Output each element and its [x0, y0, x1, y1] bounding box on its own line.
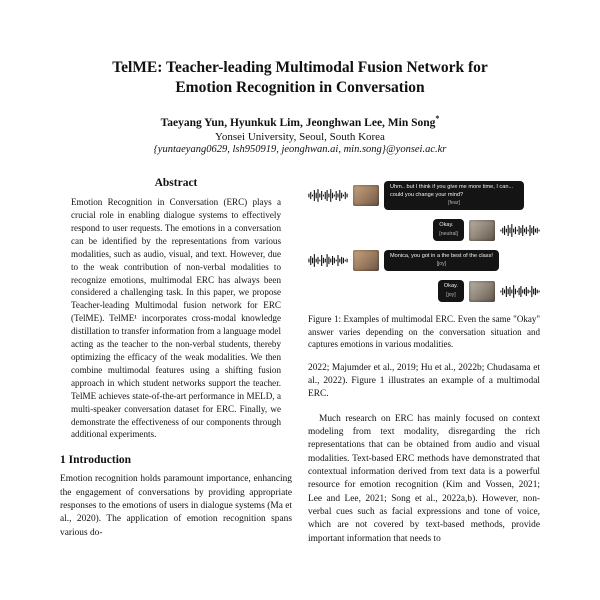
- dialogue-row-2: [308, 219, 540, 241]
- emotion-tag: [neutral]: [439, 230, 458, 237]
- abstract-text: Emotion Recognition in Conversation (ERC) plays a crucial role in enabling dialogue systems to effectively respond to user requests. The emotions in a conversation can be identified by the representations from various modalities, such as audio, visual, and text. However, due to the weak contribution of non-verbal modalities to recognize emotions, multimodal ERC has always been considered a challenging task. In this paper, we propose Teacher-leading Multimodal fusion network for ERC (TelME). TelME¹ incorporates cross-modal knowledge distillation to transfer information from a language model acting as the teacher to the non-verbal students, thereby optimizing the efficacy of the weak modalities. We then combine multimodal features using a shifting fusion approach in which student networks support the teacher. TelME achieves state-of-the-art performance in MELD, a multi-speaker conversation dataset for ERC. Finally, we demonstrate the effectiveness of our components through additional experiments.: [71, 197, 281, 440]
- two-column-body: [60, 177, 540, 546]
- utterance-bubble: [384, 250, 499, 272]
- introduction-paragraph: Emotion recognition holds paramount importance, enhancing the engagement of conversations by providing appropriate responses to the emotions of users in dialogue systems (Ma et al., 2020). The application of emotion recognition spans various do-: [60, 474, 292, 538]
- utterance-text: Okay.: [439, 222, 454, 229]
- emotion-tag: [joy]: [446, 291, 456, 298]
- audio-waveform-icon: [500, 223, 540, 238]
- author-footnote-mark: *: [435, 114, 440, 124]
- speaker-face-thumbnail: [469, 220, 495, 241]
- speaker-face-thumbnail: [353, 185, 379, 206]
- continued-paragraph: 2022; Majumder et al., 2019; Hu et al., 2022b; Chudasama et al., 2022). Figure 1 illustrates an example of a multimodal ERC.: [308, 362, 540, 400]
- speaker-face-thumbnail: [469, 281, 495, 302]
- figure-dialogue: [308, 179, 540, 304]
- authors-line: [60, 114, 540, 129]
- left-column: [60, 177, 292, 546]
- section-heading-introduction: 1 Introduction: [60, 454, 132, 467]
- utterance-bubble: [384, 181, 524, 210]
- figure-caption: Figure 1: Examples of multimodal ERC. Even the same "Okay" answer varies depending on the conversation situation and captures emotions in various modalities.: [308, 313, 540, 350]
- dialogue-row-3: [308, 250, 540, 272]
- emails-line: {yuntaeyang0629, lsh950919, jeonghwan.ai, min.song}@yonsei.ac.kr: [153, 144, 447, 156]
- utterance-text: Uhm.. but I think if you give me more time, I can... could you change your mind?: [390, 184, 514, 198]
- utterance-bubble: [438, 280, 464, 302]
- speaker-face-thumbnail: [353, 250, 379, 271]
- emotion-tag: [joy]: [436, 261, 447, 268]
- paper-title: TelME: Teacher-leading Multimodal Fusion Network for Emotion Recognition in Conversation: [112, 59, 488, 97]
- utterance-text: Okay.: [443, 283, 458, 290]
- affiliation-line: Yonsei University, Seoul, South Korea: [215, 131, 385, 144]
- right-column: [308, 177, 540, 546]
- utterance-bubble: [433, 219, 464, 241]
- authors-names: Taeyang Yun, Hyunkuk Lim, Jeonghwan Lee, Min Song: [160, 117, 436, 130]
- dialogue-row-4: [308, 280, 540, 302]
- audio-waveform-icon: [308, 188, 348, 203]
- audio-waveform-icon: [308, 253, 348, 268]
- audio-waveform-icon: [500, 284, 540, 299]
- dialogue-row-1: [308, 181, 540, 210]
- figure-1: [308, 179, 540, 351]
- body-paragraph: Much research on ERC has mainly focused on context modeling from text modality, disregarding the rich representations that can be obtained from audio and visual modalities. Text-based ERC methods have demonstrated that contextual information derived from text data is a powerful resource for emotion recognition (Kim and Vossen, 2021; Lee and Lee, 2021; Song et al., 2022a,b). However, non-verbal cues such as facial expressions and tone of voice, which are not covered by text-based methods, provide important information that needs to: [308, 413, 540, 544]
- utterance-text: Monica, you got in a the best of the class!: [390, 252, 493, 259]
- abstract-heading: Abstract: [154, 177, 198, 190]
- emotion-tag: [fear]: [448, 200, 460, 207]
